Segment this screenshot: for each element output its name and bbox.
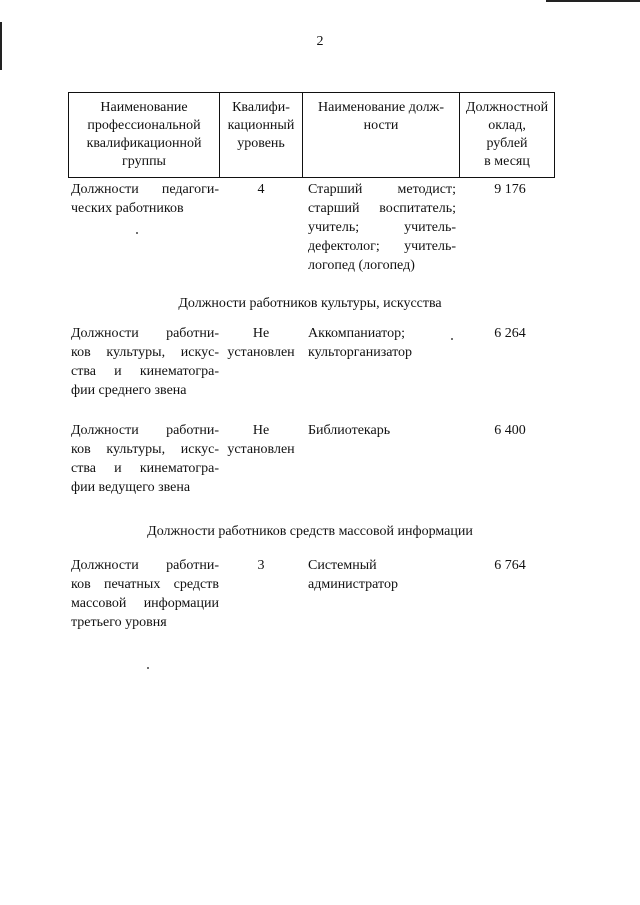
header-group-cell: Наименование профессиональной квалификационной группы (69, 93, 220, 178)
salary: 9 176 (494, 182, 526, 197)
position-names: Системный администратор (308, 558, 398, 592)
salary: 6 764 (494, 558, 526, 573)
group-name: Должности работни- ков культуры, искус- ства и кинематогра- фии среднего звена (71, 326, 219, 398)
header-salary-cell: Должностной оклад, рублей в месяц (460, 93, 555, 178)
qualification-level: Не установлен (227, 423, 295, 457)
section-heading: Должности работников культуры, искусства (178, 296, 442, 311)
position-names: Библиотекарь (308, 423, 391, 438)
qualification-level: 4 (257, 182, 265, 197)
scan-speck (136, 232, 138, 234)
page-number: 2 (316, 34, 324, 49)
position-names: Аккомпаниатор; культорганизатор (308, 326, 413, 360)
section-heading: Должности работников средств массовой информации (147, 524, 473, 539)
table-header (68, 92, 555, 178)
qualification-level: 3 (257, 558, 265, 573)
header-position-cell: Наименование долж- ности (303, 93, 460, 178)
salary: 6 264 (494, 326, 526, 341)
edge-mark-top-right (546, 0, 640, 2)
qualification-level: Не установлен (227, 326, 295, 360)
scan-speck (451, 338, 453, 340)
position-names: Старший методист; старший воспитатель; учитель; учитель- дефектолог; учитель- логопед (логопед) (308, 182, 456, 273)
header-level-cell: Квалифи- кационный уровень (220, 93, 303, 178)
group-name: Должности педагоги- ческих работников (71, 182, 219, 216)
group-name: Должности работни- ков печатных средств массовой информации третьего уровня (71, 558, 219, 630)
salary: 6 400 (494, 423, 526, 438)
scan-speck (147, 667, 149, 669)
group-name: Должности работни- ков культуры, искус- ства и кинематогра- фии ведущего звена (71, 423, 219, 495)
